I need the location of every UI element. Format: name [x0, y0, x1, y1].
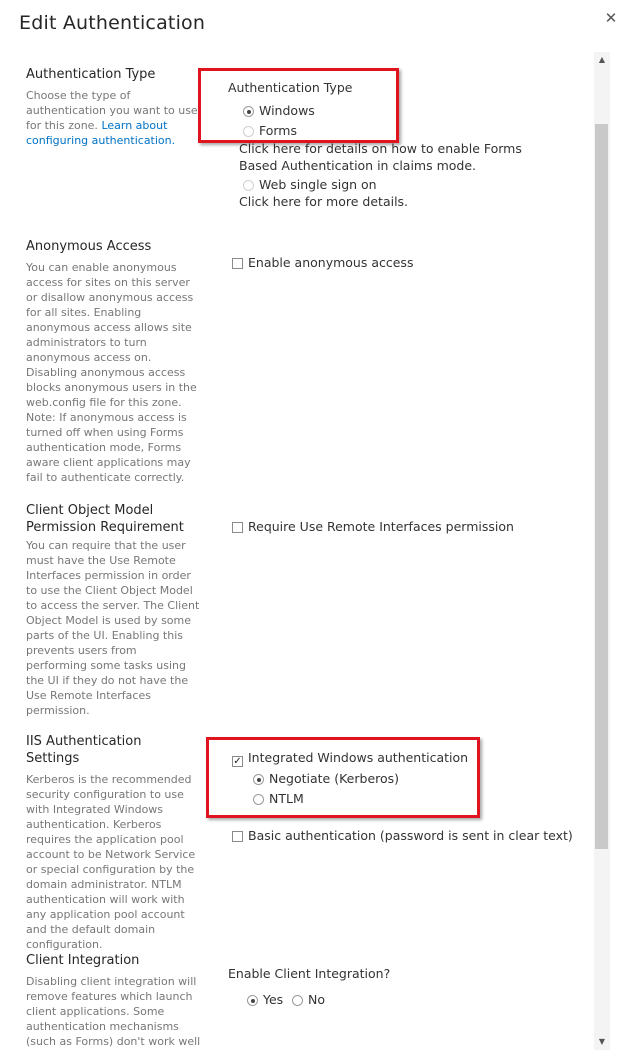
radio-windows-label: Windows: [259, 103, 315, 118]
integrated-windows-label: Integrated Windows authentication: [248, 750, 469, 765]
section-title: IIS Authentication Settings: [26, 734, 142, 766]
section-description: Kerberos is the recommended security configuration to use with Integrated Windows authentication. Kerberos requires the application pool account to be Network Service or special configuration by the domain administrator. NTLM authentication will work with any application pool account and the default domain configuration.: [26, 773, 196, 951]
section-title: Client Integration: [26, 953, 140, 968]
radio-unchecked-icon[interactable]: [292, 995, 303, 1006]
remote-interfaces-checkbox[interactable]: [232, 519, 514, 534]
section-title: Authentication Type: [26, 67, 156, 82]
client-integration-label: Enable Client Integration?: [228, 966, 391, 981]
basic-auth-checkbox[interactable]: [232, 828, 573, 843]
checkbox-unchecked-icon[interactable]: [232, 831, 243, 842]
radio-forms-label: Forms: [259, 123, 298, 138]
section-title: Client Object Model Permission Requirement: [26, 503, 184, 535]
anonymous-access-label: Enable anonymous access: [248, 255, 414, 270]
auth-type-group-label: Authentication Type: [228, 80, 353, 95]
scroll-down-icon[interactable]: ▼: [598, 1037, 606, 1046]
radio-yes-label: Yes: [263, 992, 284, 1007]
radio-negotiate-label: Negotiate (Kerberos): [269, 771, 400, 786]
basic-auth-label: Basic authentication (password is sent in clear text): [248, 828, 573, 843]
section-description: Disabling client integration will remove features which launch client applications. Some authentication mechanisms (such as Forms) don't work well: [26, 975, 201, 1048]
highlight-box: [198, 68, 399, 143]
radio-web-sso[interactable]: [243, 177, 377, 192]
scroll-up-icon[interactable]: ▲: [598, 55, 606, 64]
scroll-thumb[interactable]: [595, 124, 608, 849]
section-description: [26, 88, 201, 148]
checkbox-unchecked-icon[interactable]: [232, 522, 243, 533]
radio-checked-icon[interactable]: [247, 995, 258, 1006]
section-anonymous-access: [26, 238, 596, 485]
radio-no-label: No: [308, 992, 325, 1007]
section-description: You can require that the user must have the Use Remote Interfaces permission in order to use the Client Object Model to access the server. The Client Object Model is used by some parts of the UI. Enabling this prevents users from performing some tasks using the UI if they do not have the Use Remote Interfaces permission.: [26, 539, 200, 717]
vertical-scrollbar[interactable]: [594, 52, 610, 1050]
checkbox-unchecked-icon[interactable]: [232, 258, 243, 269]
radio-unchecked-icon[interactable]: [243, 180, 254, 191]
anonymous-access-checkbox[interactable]: [232, 255, 413, 270]
dialog-title: Edit Authentication: [19, 12, 206, 34]
close-icon[interactable]: ✕: [604, 9, 618, 27]
section-client-object-model: [26, 502, 596, 718]
radio-ntlm-label: NTLM: [269, 791, 304, 806]
sso-details-link[interactable]: Click here for more details.: [239, 194, 409, 209]
learn-about-auth-link[interactable]: Learn about configuring authentication.: [26, 119, 176, 147]
forms-details-link[interactable]: Click here for details on how to enable Forms Based Authentication in claims mode.: [239, 141, 522, 173]
description-text: Choose the type of authentication you want to use for this zone.: [26, 89, 198, 132]
radio-no[interactable]: [292, 992, 325, 1007]
section-title: Anonymous Access: [26, 239, 152, 254]
radio-yes[interactable]: [247, 992, 283, 1007]
highlight-box: [206, 737, 480, 818]
section-description: You can enable anonymous access for sites on this server or disallow anonymous access for all sites. Enabling anonymous access allows site administrators to turn anonymous access on. Disabling anonymous access blocks anonymous users in the web.config file for this zone. Note: If anonymous access is turned off when using Forms authentication mode, Forms aware client applications may fail to authenticate correctly.: [26, 261, 197, 484]
radio-sso-label: Web single sign on: [259, 177, 377, 192]
checkmark-icon[interactable]: ✓: [233, 756, 242, 767]
remote-interfaces-label: Require Use Remote Interfaces permission: [248, 519, 514, 534]
